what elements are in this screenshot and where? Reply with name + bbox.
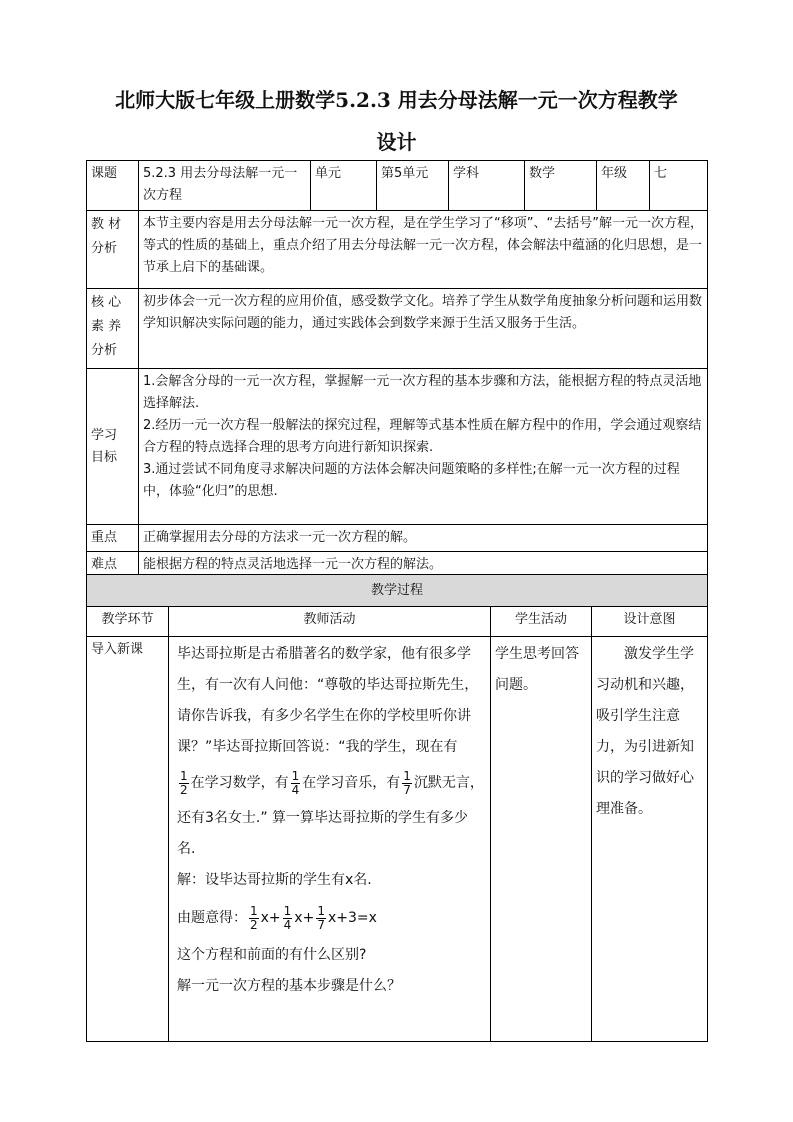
- difficult-point-label: 难点: [87, 552, 139, 579]
- document-title-line1: 北师大版七年级上册数学5.2.3 用去分母法解一元一次方程教学: [115, 88, 678, 112]
- material-label: 教 材 分析: [87, 211, 139, 289]
- subject-label: 学科: [449, 161, 525, 211]
- teaching-process-table: [86, 574, 708, 1042]
- column-teacher: 教师活动: [169, 607, 491, 637]
- goals-cell: [139, 369, 708, 525]
- difficult-point-text: 能根据方程的特点灵活地选择一元一次方程的解法。: [139, 552, 708, 579]
- equation-line: 由题意得： $\frac{1}{2}$ x+ $\frac{1}{4}$ x+ $\frac{1}{7}$ x+3=x: [177, 903, 377, 932]
- teacher-activity: [169, 637, 491, 1042]
- unit-label: 单元: [311, 161, 377, 211]
- question-1: 这个方程和前面的有什么区别?: [177, 947, 367, 963]
- column-stage: 教学环节: [87, 607, 169, 637]
- key-point-text: 正确掌握用去分母的方法求一元一次方程的解。: [139, 525, 708, 552]
- key-point-label: 重点: [87, 525, 139, 552]
- grade-label: 年级: [597, 161, 650, 211]
- document-title-line2: 设计: [376, 130, 417, 154]
- design-intent: 激发学生学习动机和兴趣，吸引学生注意力，为引进新知识的学习做好心理准备。: [592, 637, 708, 1042]
- question-2: 解一元一次方程的基本步骤是什么？: [177, 978, 401, 994]
- grade-value: 七: [650, 161, 708, 211]
- subject-value: 数学: [525, 161, 597, 211]
- literacy-text: 初步体会一元一次方程的应用价值，感受数学文化。培养了学生从数学角度抽象分析问题和运用数学知识解决实际问题的能力，通过实践体会到数学来源于生活又服务于生活。: [139, 289, 708, 369]
- material-text: 本节主要内容是用去分母法解一元一次方程，是在学生学习了“移项”、“去括号”解一元一次方程，等式的性质的基础上，重点介绍了用去分母法解一元一次方程，体会解法中蕴涵的化归思想，是一节承上启下的基础课。: [139, 211, 708, 289]
- fraction-line: $\frac{1}{2}$ 在学习数学，有 $\frac{1}{4}$ 在学习音乐，有 $\frac{1}{7}$ 沉默无言，: [180, 768, 484, 797]
- goals-label: 学习 目标: [87, 369, 139, 525]
- column-student: 学生活动: [491, 607, 592, 637]
- story-end: 还有3名女士.” 算一算毕达哥拉斯的学生有多少名.: [177, 810, 469, 857]
- fraction-one-half: $\frac{1}{2}$: [180, 768, 188, 797]
- fraction-one-seventh: $\frac{1}{7}$: [403, 768, 411, 797]
- column-intent: 设计意图: [592, 607, 708, 637]
- solution-setup: 解：设毕达哥拉斯的学生有x名.: [177, 872, 372, 888]
- goal-item: 3.通过尝试不同角度寻求解决问题的方法体会解决问题策略的多样性;在解一元一次方程的过程中，体验“化归”的思想.: [143, 462, 680, 499]
- topic-value: 5.2.3 用去分母法解一元一次方程: [139, 161, 311, 211]
- goal-item: 2.经历一元一次方程一般解法的探究过程，理解等式基本性质在解方程中的作用，学会通过观察结合方程的特点选择合理的思考方向进行新知识探索.: [143, 418, 702, 455]
- literacy-label: 核 心 素 养 分析: [87, 289, 139, 369]
- goal-item: 1.会解含分母的一元一次方程，掌握解一元一次方程的基本步骤和方法，能根据方程的特点灵活地选择解法.: [143, 374, 702, 411]
- topic-label: 课题: [87, 161, 139, 211]
- student-activity: 学生思考回答问题。: [491, 637, 592, 1042]
- fraction-one-quarter: $\frac{1}{4}$: [283, 903, 292, 932]
- process-header: 教学过程: [87, 575, 708, 607]
- fraction-one-half: $\frac{1}{2}$: [250, 903, 258, 932]
- unit-value: 第5单元: [377, 161, 449, 211]
- stage-cell: 导入新课: [87, 637, 169, 1042]
- fraction-one-seventh: $\frac{1}{7}$: [317, 903, 325, 932]
- fraction-one-quarter: $\frac{1}{4}$: [291, 768, 300, 797]
- intro-story: 毕达哥拉斯是古希腊著名的数学家，他有很多学生，有一次有人问他：“尊敬的毕达哥拉斯先生，请你告诉我，有多少名学生在你的学校里听你讲课？”毕达哥拉斯回答说：“我的学生，现在有: [177, 646, 479, 755]
- lesson-info-table: [86, 160, 708, 579]
